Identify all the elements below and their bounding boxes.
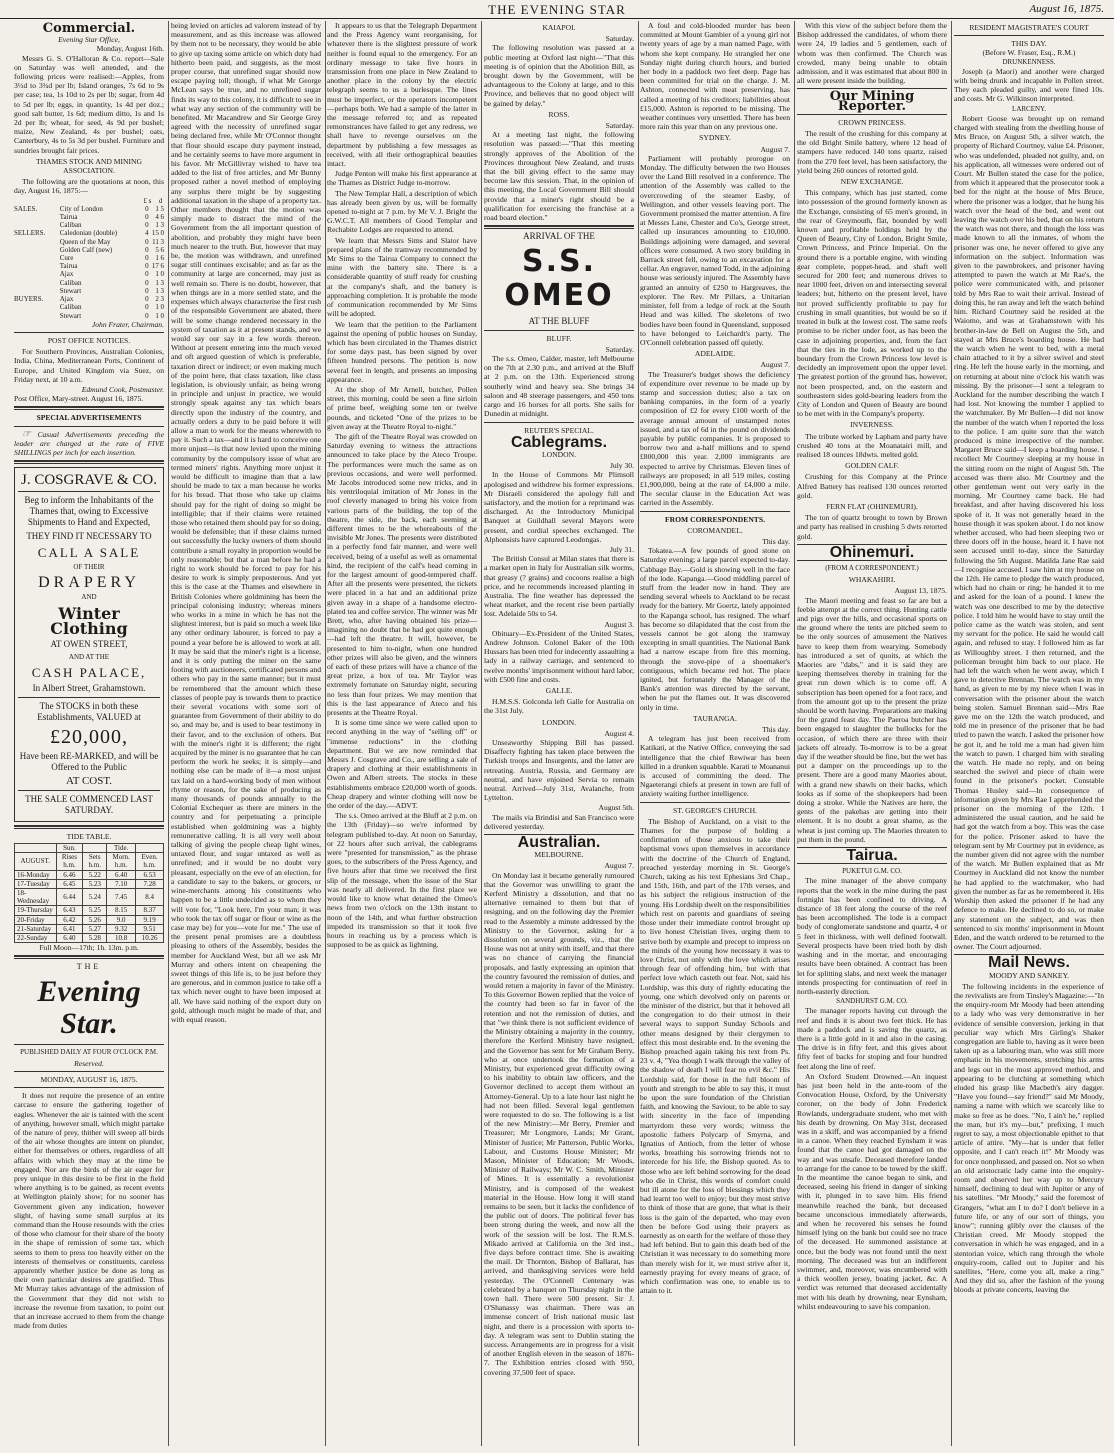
stock-row xyxy=(14,312,164,320)
oxford-student-body: An Oxford Student Drowned.—An inquest has just been held in the ante-room of the Convocation House, Oxford, by the University coroner, on the body of John Frederick Rowlands, undergraduate student, who met with his death by drowning. On May 31st, deceased was in a skiff, and was accompanied by a friend in a canoe. When they reached Eynsham it was found that the canoe had got damaged on the way and was unsafe. Deceased therefore landed to arrange for the canoe to be towed by the skiff. In the meantime the canoe began to sink, and deceased, seeing his friend in danger of sinking with it, plunged in to save him. His friend meanwhile reached the bank, but deceased became unconscious immediately afterwards, and when he recovered his senses he found himself lying on the bank but could see no trace of the deceased. He summoned assistance at once, but the body was not found until the next morning. The deceased was but an indifferent swimmer, and, moreover, was encumbered with a thick woollen jersey, boating jacket, &c. A verdict was returned that deceased accidentally met with his death by drowning, near Eynsham, whilst endeavouring to save his companion. xyxy=(797,1071,947,1311)
fern-flat-body: The ton of quartz brought to town by Brown and party has realised in crushing 5 dwts retorted gold. xyxy=(797,513,947,541)
stock-row xyxy=(14,262,164,270)
melbourne-body: On Monday last it became generally rumoured that the Governor was unwilling to grant the Kerferd Ministry a dissolution, and that no alternative remained to them but that of resigning, and on the following day the Premier read to the Assembly a minute addressed by the Ministry to the Governor, asking for a dissolution on several grounds, viz., that the House was not at unity with itself, and that there was no chance of carrying the financial proposals, and lastly expressing an opinion that the country favoured the remission of duties, and would return a majority in favor of the Ministry. To this Governor Bowen replied that the voice of the country had been so far in favor of the retention and not the remission of duties, and that "we think there is not sufficient evidence of the Ministry obtaining a majority in the country, therefore the Kerferd Ministry have resigned, and the Governor has sent for Mr Graham Berry, who at once undertook the formation of a Ministry, but experienced great difficulty owing to his inability to obtain law officers, and the Governor declined to accept them without an Attorney-General. Up to a late hour last night he had not been filled. Several legal gentlemen were requested to do so. The following is a list of the new Ministry:—Mr Berry, Premier and Treasurer; Mr Longmore, Lands; Mr Grant, Minister of Justice; Mr Patterson, Public Works, Labour, and Customs House Minister; Mr Mason, Minister of Education; Mr Woods, Minister of Railways; Mr W. C. Smith, Minister of Mines. It is essentially a revolutionist Ministry, and is composed of the weakest material in the House. How long it will stand remains to be seen, but it lacks the confidence of the public out of doors. The political fever has been strong during the week, and now all the work of the session will be lost. The R.M.S. Mikado arrived at California on the 3rd inst., five days before contract time. She is awaiting the mail. Dr Thornton, Bishop of Ballarat, has arrived, and thanksgiving services were held yesterday. The O'Connell Centenary was celebrated by a banquet on Thursday night in the town hall. There were 500 present. Sir J. O'Shanassy was chairman. There was an immense concert of Irish national music last night, and there is a procession with sports to-day. A telegram was sent to Dublin stating the success. Arrangements are in progress for a visit of another English eleven in the season of 1876-7. The Exhibition entries closed with 950, covering 37,500 feet of space. xyxy=(484,870,634,1377)
tide-time: 9.32 xyxy=(107,924,136,933)
tide-sub xyxy=(136,843,164,852)
stock-price: 3 xyxy=(160,278,164,287)
ross-heading: ROSS. xyxy=(548,109,570,119)
stock-price: 6 xyxy=(160,245,164,254)
stock-category: BUYERS. xyxy=(14,295,44,304)
commercial-office: Evening Star Office, xyxy=(58,35,120,45)
australian-heading: Australian. xyxy=(517,834,601,852)
stock-price: 0 xyxy=(145,262,149,271)
stock-row xyxy=(14,287,164,295)
new-exchange-body: This company, which has just started, come into possession of the ground formerly known as the Exchange, consisting of 65 men's ground, in the rear of Greymouth, flat, bounded by well known and profitable holdings held by the Queen of Beauty, City of London, Bright Smile, Crown Princess, and Prince Imperial. On the ground there is a portable engine, with winding gear complete, poppet-head, and shaft well secured for 200 feet; and numerous drives to near 1000 feet, driven on and intersecting several leaders; but, hitherto on the present level, have not proved sufficiently profitable to pay for crushing in small quantities, but would be so if treated in bulk at the lowest cost. The same reefs promise to be richer under foot, as has been the case in adjoining properties, and, from the fact that the ties in the lode, as worked up to the boundary from the Crown Princess low level is decidedly an improvement upon the upper level. The greatest portion of the ground has, however, not been prospected, and, on the eastern and southeastern sides gold-bearing leaders from the City of London and Queen of Beauty are bound to be met with in the Company's property. xyxy=(797,188,947,419)
tide-row xyxy=(15,915,164,924)
tide-day: 20-Friday xyxy=(15,915,57,924)
dateline: August 7. xyxy=(760,144,790,154)
tide-row xyxy=(15,879,164,888)
stock-row xyxy=(14,295,164,303)
stock-row xyxy=(14,254,164,262)
stock-price: 1 xyxy=(155,204,159,213)
stock-price: 0 xyxy=(145,295,149,304)
st-georges-heading: ST. GEORGE'S CHURCH. xyxy=(673,805,757,815)
tide-time: 10.8 xyxy=(107,933,136,942)
stock-price: 2 xyxy=(155,295,159,304)
tide-time: 5.25 xyxy=(83,906,107,915)
special-ads-heading: SPECIAL ADVERTISEMENTS xyxy=(36,413,142,423)
inverness-heading: INVERNESS. xyxy=(850,420,894,430)
tide-heading: TIDE TABLE. xyxy=(66,831,112,841)
tide-row xyxy=(15,924,164,933)
london-heading: LONDON. xyxy=(542,717,576,727)
stock-row xyxy=(14,238,164,246)
special-ads-notice xyxy=(14,430,164,458)
column-1 xyxy=(14,21,164,1446)
stock-row xyxy=(14,221,164,229)
tide-time: 7.10 xyxy=(107,879,136,888)
larceny-heading: LARCENY. xyxy=(1012,104,1046,113)
stock-category xyxy=(14,303,60,311)
coromandel-body: Tokatea.—A few pounds of good stone on Saturday evening; a large parcel expected to-day. Cabbage Bay.—Gold is showing well in the face of the lode. Kapanga.—Good middling parcel of stuff from the leader now in hand. They are sending several wheels to Auckland to be recast ready for the battery. Mr Goertz, lately appointed to the Kapanga school, has resigned. The wharf has become so dilapidated that the cost from the vessels cannot be got along the tramway excepting in small quantities. The National Bank had a narrow escape from fire this morning, through the stove-pipe of a shoemaker's contiguous, which became red hot. The place ignited, but fortunately the Manager of the Bank's attention was directed by the servant, when he put the flames out. It was discovered only in time. xyxy=(640,546,790,712)
stock-row xyxy=(14,279,164,287)
pointing-hand-icon: ☞ xyxy=(22,428,31,440)
item-clothing: It is some time since we were called upon to record anything in the way of "selling off" or "immense reductions" in the clothing department. But we are now reminded that Messrs J. Cosgrave and Co., are selling a sale of drapery and clothing at their establishments in Owen and Albert streets. The stocks in these establishments embrace £20,000 worth of goods. Cheap drapery and winter clothing will now be the order of the day.—ADVT. xyxy=(327,718,477,811)
stock-price: 1 xyxy=(155,221,159,230)
tide-time: 5.27 xyxy=(83,924,107,933)
dateline: Saturday. xyxy=(605,121,634,131)
ad-line: In Albert Street, Grahamstown. xyxy=(32,682,146,693)
tide-table xyxy=(14,843,164,943)
stock-sign: John Frater, Chairman. xyxy=(91,319,164,329)
tide-sub: Tide. xyxy=(107,843,136,852)
stock-price: 6 xyxy=(160,254,164,263)
commercial-body: Messrs G. S. O'Halloran & Co. report—Sale on Saturday was well attended, and the following prices were realised:—Apples, from 3½d to 3¾d per lb; Island oranges, 7s 6d to 9s per case; tea, 1s 10d to 2s per lb; sugar, from 4d to 5d per lb; eggs, in quantity, 1s 4d per doz.; good salt butter, 1s 6d; medium ditto, 1s and 1s 2d per lb; wheat, for seed, 4s 9d per bushel; maize, New Zealand, 4s per bushel; oats, Canterbury, 4s to 5s 3d per bushel. Furniture and sundries brought fair prices. xyxy=(14,53,164,155)
tide-col: AUGUST. xyxy=(15,853,57,870)
post-office-place: Post Office, Mary-street. August 16, 1875. xyxy=(14,394,144,404)
stock-price: 0 xyxy=(145,204,149,213)
ad-line: CALL A SALE xyxy=(37,545,141,561)
london-body: Obituary—Ex-President of the United States, Andrew Johnson. Colonel Baker of the 10th Hussars has been tried for indecently assaulting a lady in a railway carriage, and sentenced to twelve months' imprisonment without hard labor, with £500 fine and costs. xyxy=(484,628,634,684)
tide-subheader xyxy=(15,843,164,852)
stock-category xyxy=(14,221,60,229)
bluff-heading: BLUFF. xyxy=(546,333,572,343)
tide-time: 5.28 xyxy=(83,933,107,942)
sandhurst-heading: SANDHURST G.M. CO. xyxy=(836,997,908,1006)
galle-heading: GALLE. xyxy=(545,685,573,695)
st-georges-body: The Bishop of Auckland, on a visit to the Thames for the purpose of holding a confirmation of those anxious to take their baptismal vows upon themselves in accordance with the doctrine of the Church of England, preached yesterday morning in St. George's Church, taking as his text Ephesians 3rd Chap., and 15th, 16th, and part of the 17th verses, and as his subject the religious instruction of the young. His Lordship dwelt on the responsibilities which rest on parents and guardians of seeing those under their immediate control brought up to live honest Christian lives, urging them to strive both by example and precept to impress on the minds of the young how necessary it was to love Christ, not only with the love which arises through fear of offending him, but with that perfect love which casteth out fear. Not, said his Lordship, was this duty of rightly educating the young, one which devolved only on parents or the minister of the district, but that it behoved all the congregation to do their utmost in their several ways to support Sunday Schools and other means designed by their clergymen to effect this most desirable end. In the evening the Bishop preached again taking his text from Ps. 23 v. 4, "Yea though I walk through the valley of the shadow of death I will fear no evil &c." His Lordship said, for those in the full bloom of youth and strength to be able to say this, it must be upon the sure foundation of the Christian faith, and knowing the Saviour, to be able to say with sincerity in the face of impending martyrdom these very words; witness the apostolic fathers Polycarp of Smyrna, and Ignatius of Antioch, from the letter of whose works, breathing his sorrowing friends not to intercede for his life, the Bishop quoted. As to those who are left behind sorrowing for the dead who die in Christ, this words of comfort could but ill atone for the loss of blessings which they had learnt too well to enjoy; but they must strive to think of those that are gone, that what is their loss is the gain of the departed, who may even then be before God using their prayers as earnestly as on earth for the welfare of those they had left behind. But to gain this death bed of the Christian it was necessary to do something more than merely wish for it, we must strive after it, earnestly praying for every means of grace, of which confirmation was one, to enable us to attain to it. xyxy=(640,816,790,1296)
stock-intro: The following are the quotations at noon, this day, August 16, 1875:— xyxy=(14,177,164,196)
mail-news-heading: Mail News. xyxy=(988,954,1070,972)
moon-note: Full Moon—17th; 1h. 13m. p.m. xyxy=(39,943,139,953)
london-body: The mails via Brindisi and San Francisco were delivered yesterday. xyxy=(484,812,634,831)
cablegrams-heading: Cablegrams. xyxy=(510,433,608,451)
ad-line: AND xyxy=(81,593,97,602)
stock-price: 3 xyxy=(160,237,164,246)
ad-line: Have been RE-MARKED, and will be Offered to the Public xyxy=(19,750,159,772)
tide-time: 8.15 xyxy=(107,906,136,915)
tide-time: 7.45 xyxy=(107,888,136,905)
coromandel-heading: COROMANDEL. xyxy=(687,525,743,535)
stock-price: 1 xyxy=(155,311,159,320)
drunkenness-body: Joseph (a Maori) and another were charged with being drunk and incapable in Pollen street. They each pleaded guilty, and were fined 10s. and costs. Mr G. Wilkinson interpreted. xyxy=(954,66,1104,104)
tide-time: 8.4 xyxy=(136,888,164,905)
stock-row xyxy=(14,246,164,254)
commercial-date: Monday, August 16th. xyxy=(96,44,164,54)
column-6 xyxy=(797,21,947,1446)
tide-time: 10.26 xyxy=(136,933,164,942)
item-theatre: The gift of the Theatre Royal was crowded on Saturday evening to witness the attractions announced to take place by the Ateco Troupe. The performances were much the same as on previous occasions, and were well performed. Mr Jacobs introduced some new tricks, and in his ventriloquial imitation of Mr Jones in the roof cleverly managed to bring his voice from various parts of the building, the top of the theatre, the side, the back, each seeming at different times to be the whereabouts of the invisible Mr Jones. The presents were distributed in a perfectly fond fair manner, and were well received, being of a useful as well as ornamental kind, the recipient of the calf's head coming in for the largest amount of good-tempered chaff. After all the presents were presented, the tickets were placed in a hat and an additional prize given away in a shape of a handsome electro-plated tea and coffee service. The winner was Mr Brett, who, after having obtained his prize—imagining no doubt that he had got quite enough—had left the theatre. It will, however, be presented to him to-night, when one hundred other prizes will also be given, and the winners of each of these prizes will have a chance of the great prize, a box of tea. Mr Taylor was extremely fortunate on Saturday night, securing no less than four prizes. We may mention that this is the last appearance of Ateco and his presents at the Theatre Royal. xyxy=(327,431,477,718)
stock-table xyxy=(14,197,164,320)
dateline: July 31. xyxy=(609,544,634,554)
tide-row xyxy=(15,933,164,942)
leader-para-1: It does not require the presence of an entire carcase to ensure the gathering together of eagles. Whenever the air is tainted with the scent of anything, however small, which might partake of the nature of prey, thither will sweep all birds of the air whose thoughts are intent on plunder, either for themselves or others, regardless of all affairs with which they may at the time be engaged. Nor are the birds of the air eager for prey unique in this desire to be first in the field where anything is to be gained, as recent events at Wellington plainly show; for no sooner has Government given any indication, however slight, of having some small surplus at its command than the House resounds with the cries of those who clamour for their share of the booty in the shape of remission of some tax, which seems to them to press too heavily either on the interests of themselves or constituents, careless apparently whether justice be done as long as their own particular desires are gratified. Thus Mr Murray takes advantage of the admission of the Government that they did not wish to increase the revenue from taxation, to point out that an increase accrued to them from the change made from duties xyxy=(14,1091,164,1331)
stock-company: Ajax xyxy=(59,270,74,279)
ad-line: AT OWEN STREET, xyxy=(50,638,128,649)
from-correspondents-heading: FROM CORRESPONDENTS. xyxy=(665,514,765,524)
ad-firm: J. COSGRAVE & CO. xyxy=(20,472,157,489)
tide-time: 6.42 xyxy=(56,915,83,924)
stock-price: 6 xyxy=(160,262,164,271)
stock-price: 3 xyxy=(160,286,164,295)
stock-category xyxy=(14,279,60,287)
tairua-heading: Tairua. xyxy=(846,847,898,865)
dateline: August 7. xyxy=(604,861,634,871)
stock-category: SELLERS. xyxy=(14,229,46,238)
stock-price: 6 xyxy=(160,213,164,222)
inverness-body: The tribute worked by Lapham and party have crushed 40 tons at the Moanatairi mill, and realised 18 ounces 18dwts. melted gold. xyxy=(797,431,947,459)
stock-price: 1 xyxy=(155,278,159,287)
stock-price: 0 xyxy=(145,311,149,320)
tide-time: 8.37 xyxy=(136,906,164,915)
stock-company: Stewart xyxy=(59,286,82,295)
ohinemuri-heading: Ohinemuri. xyxy=(829,543,915,561)
tide-row xyxy=(15,906,164,915)
stock-company: Tairua xyxy=(59,262,78,271)
stock-category xyxy=(14,246,60,254)
dateline: August 5th. xyxy=(598,803,634,813)
stock-price: 3 xyxy=(160,221,164,230)
stock-price: 1 xyxy=(155,270,159,279)
special-ads-notice-text: Casual Advertisements preceding the leader are charged at the rate of FIVE SHILLINGS per inch for each insertion. xyxy=(14,429,164,457)
star-reserved: Reserved. xyxy=(74,1058,104,1068)
tide-day: 21-Saturday xyxy=(15,924,57,933)
stock-price: 0 xyxy=(145,270,149,279)
stock-price: 0 xyxy=(145,286,149,295)
london-body: In the House of Commons Mr Plimsoll apologised and withdrew his former expressions. Mr Disraeli considered the apology full and satisfactory, and the motion for a reprimand was discharged. At the Introductory Municipal Banquet at Guildhall several Mayors were present, and cordial speeches exchanged. The Alphonsists have captured Leodongas. xyxy=(484,470,634,544)
tide-time: 6.41 xyxy=(56,924,83,933)
tauranga-heading: TAURANGA. xyxy=(693,713,737,723)
tide-col: Even. h.m. xyxy=(136,853,164,870)
ad-line: CASH PALACE, xyxy=(31,664,147,680)
tide-time: 7.28 xyxy=(136,879,164,888)
moody-sankey-body: The following incidents in the experience of the revivalists are from Tinsley's Magazine:—"In the enquiry-room Mr Moody had been attending to a lady who was very demonstrative in her evidence of sensible conversion, jerking in that peculiar way which Mrs Girling's Shaker congregation are liable to, having as it were been taken up as a labouring man, who was still more emphatic in his movements, stretching his arms and legs out in the most approved method, and appearing to be clutching at something which eluded his grasp like Macbeth's airy dagger. "Have you found—say friend?" said Mr Moody, naming a name with which we scarcely like to make so free as he does. "No, I ain't he," replied the man, but it's my—but," prefixing, I much regret to say, a most objectionable epithet to that article of attire. "My—hat is under that feller opposite, and I can't reach it!" Mr Moody was for once nonplussed, and passed on. Not so when an old aristocratic lady came into the enquiry-room and observed her way up to Mercury himself, declining to deal with Jupiter or any of his satellites. "Mr Moody," said the foremost of Grangers, "what am I to do? I don't believe in a future life, or any of our sort of things, you know"; running glibly over the clauses of the Christian creed. Mr Moody stopped the conversation in which he was engaged, and in a stentorian voice, which rang through the whole enquiry-room, called out to Jupiter and his satellites, "Here, come you all, make a ring." And they did so, after the fashion of the young bloods at private concerts, leaving the xyxy=(954,981,1104,1295)
stock-row xyxy=(14,205,164,213)
crown-princess-body: The result of the crushing for this company at the old Bright Smile battery, where 12 head of stampers have reduced 140 tons quartz, raised from the 270 feet level, has been satisfactory, the yield being 260 ounces of retorted gold. xyxy=(797,129,947,175)
column-4 xyxy=(484,21,634,1446)
galle-body: H.M.S.S. Golconda left Galle for Australia on the 31st July. xyxy=(484,697,634,716)
stock-category xyxy=(14,238,60,246)
tide-time: 5.26 xyxy=(83,915,107,924)
item-telegraph: It appears to us that the Telegraph Department and the Press Agency want reorganising, for whatever there is the slightest pressure of work neither is found equal to the emergency. For an ordinary message to take five hours in transmission from one place in New Zealand to another place in the colony by the electric telegraph seems to us a burlesque. The lines must be imperfect, or the operators incompetent—perhaps both. We had a sample of the latter in the message referred to; and as repeated remonstrances have failed to get any redress, we shall have to revenge ourselves on the department by publishing a few messages as received, with all their orthographical beauties intact. xyxy=(327,21,477,169)
column-7 xyxy=(954,21,1104,1446)
tide-time: 6.40 xyxy=(56,933,83,942)
stock-price: 1 xyxy=(155,286,159,295)
commercial-heading: Commercial. xyxy=(42,21,136,36)
arrival-heading: ARRIVAL OF THE xyxy=(523,231,595,242)
london-heading: LONDON. xyxy=(542,449,576,459)
post-office-heading: POST OFFICE NOTICES. xyxy=(47,335,131,345)
tide-col: Morn. h.m. xyxy=(107,853,136,870)
money-col: d xyxy=(158,196,163,205)
stock-company: Caledonian (double) xyxy=(59,229,118,238)
ad-line: AT COST. xyxy=(65,774,113,787)
dateline: Saturday. xyxy=(605,344,634,354)
stock-price: 17 xyxy=(151,262,159,271)
crown-princess-heading: CROWN PRINCESS. xyxy=(838,117,906,127)
ad-line: £20,000, xyxy=(50,725,128,748)
tide-col: Sets h.m. xyxy=(83,853,107,870)
money-col: £ xyxy=(143,196,148,205)
ad-line: The STOCKS in both these Establishments, VALUED at xyxy=(37,700,141,722)
golden-calf-body: Crushing for this Company at the Prince Alfred Battery has realised 130 ounces retorted gold. xyxy=(797,472,947,500)
stock-company: Cure xyxy=(59,254,74,263)
tide-time: 6.40 xyxy=(107,870,136,879)
stock-company: Ajax xyxy=(59,295,74,304)
cosgrave-advertisement xyxy=(14,467,164,822)
dateline: August 4. xyxy=(604,728,634,738)
item-templar: The New Templar Hall, a description of which has already been given by us, will be formally opened to-night at 7 p.m. by Mr V. J. Bright the G.W.C.T. All members of Good Templar and Rechabite Lodges are requested to attend. xyxy=(327,188,477,235)
tide-sub xyxy=(15,843,57,852)
dateline: This day. xyxy=(762,536,790,546)
ad-line: AND AT THE xyxy=(68,652,110,661)
stock-company: City of London xyxy=(59,204,103,213)
drunkenness-heading: DRUNKENNESS. xyxy=(1002,57,1056,66)
newspaper-title: THE EVENING STAR xyxy=(488,2,626,17)
tide-time: 9.51 xyxy=(136,924,164,933)
fern-flat-heading: FERN FLAT (OHINEMURI). xyxy=(826,501,918,511)
at-bluff: AT THE BLUFF xyxy=(528,316,590,327)
tide-header xyxy=(15,853,164,870)
sydney-body: Parliament will probably prorogue on Monday. The difficulty between the two Houses over the Land Bill resolved in a conference. The attention of the Assembly was called to the overcrowding of the steamer Easby, of Wellington, and other vessels leaving port. The Government promised the matter attention. A fire at Messrs Lane, Chester and Co's, George street, called up insurances amounting to £10,000. Buildings adjoining were damaged, and several offices were consumed. A two story building in Barrack street fell, owing to an excavation for a cellar. An engraver, named Todd, in the adjoining house was seriously injured. The Assembly have granted an annuity of £250 to Hargreaves, the explorer. The Rev. Mr Pillars, a Unitarian minister, fell from a ledge of rock at the South Head and was killed. The skeletons of two bodies have been found in Queensland, supposed to have belonged to Leichardt's party. The O'Connell celebration passed off quietly. xyxy=(640,153,790,347)
stock-company: Tairua xyxy=(59,213,78,222)
stock-price: 3 xyxy=(160,295,164,304)
tide-time: 5.24 xyxy=(83,888,107,905)
bishop-body: With this view of the subject before them the Bishop addressed the candidates, of whom there were 24, 19 ladies and 5 gentlemen, each of whom was then confirmed. The Church was crowded, many being unable to obtain admission, and it was estimated that about 800 in all were present inside the building. xyxy=(797,21,947,86)
ross-body: At a meeting last night, the following resolution was passed:—"That this meeting strongly approves of the Abolition of the Provinces throughout New Zealand, and trusts that the bill giving effect to the same may become law this session. That, in the opinion of this meeting, the Local Government Bill should provide that a miner's right should be a qualification for exercising the franchise at a road board election." xyxy=(484,130,634,223)
kaiapoi-heading: KAIAPOI. xyxy=(542,23,576,32)
tide-time: 5.22 xyxy=(83,870,107,879)
stock-row xyxy=(14,229,164,237)
stock-price: 0 xyxy=(160,229,164,238)
item-petition: We learn that the petition to the Parliament against the opening of public houses on Sunday, which has been circulated in the Thames district for some days past, has been signed by over fifteen hundred persons. The petition is now several feet in length, and presents an imposing appearance. xyxy=(327,319,477,384)
tide-sub: Sun. xyxy=(56,843,83,852)
item-tramway: We learn that Messrs Sims and Slator have prepared plans of the tramway recommended by Mr Sims to the Tairua Company to connect the mine with the battery site. There is a considerable quantity of stuff ready for crushing at the company's shaft, and the battery is approaching completion. It is probable the mode of communication recommended by Mr Sims will be adopted. xyxy=(327,235,477,319)
tide-day: 22-Sunday xyxy=(15,933,57,942)
stock-price: 0 xyxy=(145,245,149,254)
tauranga-body: A telegram has just been received from Katikati, at the Native Office, conveying the sad intelligence that the chief Rewiwar has been killed in a drunken squabble. Karati te Moananui is accused of committing the deed. The Ngaeterangi chiefs at present in town are full of anxiety waiting further intelligence. xyxy=(640,734,790,799)
tide-day: 17-Tuesday xyxy=(15,879,57,888)
larceny-body: Robert Goose was brought up on remand charged with stealing from the dwelling house of Mrs Bruce, on August 5th, a silver watch, the property of Richard Courtney, value £4. Prisoner, who was undefended, pleaded not guilty, and, on his application, all witnesses were ordered out of Court. Mr Bullen stated the case for the police, from which it appeared that the prosecutor took a bed for the night at the house of Mrs Bruce, where the prisoner was a lodger, that he hung his watch over the head of the bed, and went out leaving the watch over his bed, that on his return the watch was not there, and though the loss was made known to all the inmates, of whom the prisoner was one, he never offered to give any information on the subject. Information was given to the pawnbrokers, and prisoner having attempted to pawn the watch at Mr Rae's, the police were communicated with, and prisoner told by Mrs Rae to wait their arrival. Instead of doing this, he ran away and left the watch behind him. Richard Courtney said he resided at the Waiomo, and was at Grahamstown with his brother-in-law de Bell on August the 5th, and stayed at Mrs Bruce's boarding house. He had the watch when he went to bed, with a metal chain attached to it by a silver swivel and steel ring. He left the house early in the morning, and on returning at about nine o'clock his watch was missing. By the prisoner—I sent a telegram to Auckland for the number describing the watch I had lost. Not knowing the number I applied to the watchmaker. By Mr Bullen—I did not know the number of the watch when I reported the loss to the police. I am quite sure that the watch produced is mine irrespective of the number. Margaret Bruce said—I keep a boarding house. I recollect Mr Courtney sleeping at my house in the sitting room on the night of August 5th. The accused was there also. Mr Courtney and the other gentleman went out very early in the morning. Mr Courtney came back. He had breakfast, and after having discovered his loss spoke of it. It was not generally heard in the house though it was spoken about. I do not know whether accused, who had been sleeping two or three doors off in the house, heard it. I have not seen accused until to-day, since the Saturday following the 5th August. Matilda Jane Rae said—I recognise accused. I saw him at my house on the 12th. He came to pledge the watch produced, which had no chain or ring; he handed it to me and asked for the loan of a pound. I knew the watch was one described to me by the detective police. I told him he would have to stay until the police came as the watch was stolen, and sent my servant for the police. He said he would call again, and refused to stay. I followed him as far as Willoughby street. I then returned, and the policeman brought him back to our place. He had left the watch when he went away, which I gave to detective Brennan. The watch was in my hand, as given to me by my niece when I was in conversation with the prisoner about the watch being stolen. Samuel Brennan said—Mrs Rae gave me on the 12th the watch produced, and told me in presence of the prisoner that he had tried to pawn the watch. I asked the prisoner how he got it, and he told me a man had given him the watch to pawn. I charged him with stealing the watch. He made no reply, and on being searched the swivel and piece of chain were found in the prisoner's pocket. Constable Thomas Husley said—In consequence of information given by Mrs Rae I apprehended the prisoner on the morning of the 12th. I administered the usual caution, and he said he had got the watch from a boy. This was the case for the police. Prisoner asked to have the telegram sent by Mr Courtney put in evidence, as the number given did not agree with the number of the watch. Mr Bullen explained that as Mr Courtney in Auckland did not know the number he had applied to the watchmaker, who had given the number as far as he remembered it. His Worship then asked the prisoner if he had any defence to make. He declined to do so, or make any statement on the subject, and was then sentenced to six months' imprisonment in Mount Eden, and the watch ordered to be returned to the owner. The Court adjourned. xyxy=(954,113,1104,952)
stock-price: 1 xyxy=(155,254,159,263)
stock-price: 11 xyxy=(152,237,159,246)
stock-company: Caliban xyxy=(59,221,82,230)
murder-body: A foul and cold-blooded murder has been committed at Mount Gambier of a young girl not twenty years of age by a man named Page, with whom she kept company. He strangled her one Sunday night during church hours, and buried her body in a paddock two feet deep. Page has been committed for trial on the charge. J. M. Ashton, connected with meat preserving, has called a meeting of his creditors; liabilities about £15,000. Ashton is reported to be missing. The weather continues very unsettled. There has been more rain this year than on any previous one. xyxy=(640,21,790,132)
ad-line: THEY FIND IT NECESSARY TO xyxy=(26,531,152,542)
tide-time: 6.46 xyxy=(56,870,83,879)
stock-category xyxy=(14,213,60,221)
ad-line: THE SALE COMMENCED LAST SATURDAY. xyxy=(25,793,153,815)
stock-company: Stewart xyxy=(59,311,82,320)
ad-line: Beg to inform the Inhabitants of the Thames that, owing to Excessive Shipments to Hand and Expected, xyxy=(24,495,154,528)
tide-time: 9.19 xyxy=(136,915,164,924)
stock-price: 0 xyxy=(145,278,149,287)
column-5 xyxy=(640,21,790,1446)
star-name: Evening Star. xyxy=(37,974,141,1040)
post-office-body: For Southern Provinces, Australian Colonies, India, China, Mediterranean Ports, Continent of Europe, and United Kingdom via Suez, on Friday next, at 10 a.m. xyxy=(14,347,164,384)
stock-price: 15 xyxy=(151,229,159,238)
stock-category xyxy=(14,262,60,270)
stock-category xyxy=(14,287,60,295)
tide-day: 19-Thursday xyxy=(15,906,57,915)
dateline: August 13, 1875. xyxy=(894,586,947,596)
stock-company: Queen of the May xyxy=(59,237,111,246)
stock-category: SALES. xyxy=(14,204,38,213)
star-pub: PUBLISHED DAILY AT FOUR O'CLOCK P.M. xyxy=(20,1047,158,1056)
item-penton: Judge Penton will make his first appearance at the Thames as District Judge to-morrow. xyxy=(327,169,477,188)
stock-category xyxy=(14,254,60,262)
stock-heading: THAMES STOCK AND MINING ASSOCIATION. xyxy=(36,156,142,176)
ship-banner: S.S. OMEO xyxy=(504,244,614,314)
stock-row xyxy=(14,270,164,278)
adelaide-heading: ADELAIDE. xyxy=(694,349,736,359)
ad-line: Winter Clothing xyxy=(50,603,128,638)
puketui-body: The mine manager of the above company reports that the work in the mine during the past fortnight has been confined to driving. A distance of 18 feet along the course of the reef has been accomplished. The lode is a compact body of conglomerate sandstone and quartz, 4 or 5 feet in thickness, with well defined footwall. Several prospects have been tried both by dish washing and in the mortar, and encouraging results have been obtained. A contract has been let for splitting slabs, and next week the manager intends prospecting for continuation of reef in north-easterly direction. xyxy=(797,876,947,996)
item-omeo: The s.s. Omeo arrived at the Bluff at 2 p.m. on the 13th (Friday)—so we're informed by telegram published to-day. At noon on Saturday, or 22 hours after such arrival, the cablegrams were "presented for transmission," as the phrase goes, to the subscribers of the Press Agency, and five hours after that time we received the first slip of the message, when the issue of the Star was nearly all delivered. In the first place we would like to know what detained the Omeo's news from two o'clock on the 13th instant to noon of the 14th, and what further obstruction impeded its transmission so that it took five hours in reaching us by a process which is supposed to be as quick as lightning. xyxy=(327,811,477,950)
bluff-body: The s.s. Omeo, Calder, master, left Melbourne on the 7th at 2.30 p.m., and arrived at the Bluff at 2 p.m. on the 13th. Experienced strong southerly wind and heavy sea. She brings 34 saloon and 48 steerage passengers, and 450 tons cargo and 16 horses for all ports. She sails for Dunedin at midnight. xyxy=(484,354,634,419)
tide-col: Rises h.m. xyxy=(56,853,83,870)
new-exchange-heading: NEW EXCHANGE. xyxy=(840,177,904,187)
tide-day: 16-Monday xyxy=(15,870,57,879)
stock-category xyxy=(14,270,60,278)
whakahiri-body: The Maori meeting and feast so far are but a feeble attempt at the correct thing. Hunting cattle and pigs over the hills, and occasional sports on the ground where the tents are pitched seem to be the only sources of amusement the Natives have to keep them from wearying. Somebody has introduced a set of quoits, at which the Maories are "dabs," and it is said they are keeping themselves thereby in training for the great run down which is to come off. A subscription has been opened for a foot race, and from the amount got up to the present the prize should be worth having. Preparations are making for the grand feast day. The Paeroa butcher has been engaged to slaughter the bullocks for the occasion, of which there are three with their jackets off already. To-morrow is to be a great day if the weather should be fine, but the wet has put a damper on the proceedings up to the present. There are a good many Maories about, with a grand new shawls on their backs, which looks as if some of the shopkeepers had been doing a stroke. While the Natives are here, the gents of the pakehas are getting into their element. It is no doubt a great shame, as the wheat is just coming up. The Maories threaten to put them in the pound. xyxy=(797,595,947,844)
stock-price: 0 xyxy=(145,254,149,263)
stock-price: 5 xyxy=(160,204,164,213)
tide-time: 6.53 xyxy=(136,870,164,879)
dateline: This day. xyxy=(762,725,790,735)
issue-date: August 16, 1875. xyxy=(1029,3,1104,15)
stock-money-header xyxy=(14,197,164,205)
dateline: July 30. xyxy=(609,461,634,471)
this-day: THIS DAY. xyxy=(1011,39,1047,49)
tide-time: 5.23 xyxy=(83,879,107,888)
ad-line: DRAPERY xyxy=(38,574,140,592)
tide-sub xyxy=(83,843,107,852)
tide-time: 6.44 xyxy=(56,888,83,905)
whakahiri-heading: WHAKAHIRI. xyxy=(848,575,896,585)
rm-court-heading: RESIDENT MAGISTRATE'S COURT xyxy=(969,23,1089,32)
stock-company: Caliban xyxy=(59,278,82,287)
kaiapoi-body: The following resolution was passed at a public meeting at Oxford last night—"That this meeting is of opinion that the Abolition Bill, as brought down by the Government, will be advantageous to the Colony at large, and to this Province, and believes that no good object will be gained by delay." xyxy=(484,43,634,108)
stock-price: 1 xyxy=(155,303,159,312)
stock-category xyxy=(14,312,60,320)
stock-company: Golden Calf (new) xyxy=(59,245,113,254)
stock-row xyxy=(14,213,164,221)
sandhurst-body: The manager reports having cut through the reef and finds it is about two feet thick. He has made a paddock and is saving the quartz, as there is a little gold in it and also in the casing. The drive is in fifty feet, and this gives about fifty feet of backs for stoping and four hundred feet along the line of reef. xyxy=(797,1006,947,1071)
masthead xyxy=(0,0,1114,19)
stock-price: 0 xyxy=(160,270,164,279)
stock-price: 4 xyxy=(155,213,159,222)
star-date: MONDAY, AUGUST 16, 1875. xyxy=(40,1075,138,1084)
tide-time: 6.43 xyxy=(56,906,83,915)
stock-price: 0 xyxy=(145,237,149,246)
post-office-sign: Edmund Cook, Postmaster. xyxy=(81,384,164,394)
item-arnell: At the shop of Mr Arnell, butcher, Pollen street, this morning, could be seen a fine sirloin of prime beef, weighing some ten or twelve pounds, and ticketed "One of the prizes to be given away at the Theatre Royal to-night." xyxy=(327,384,477,431)
golden-calf-heading: GOLDEN CALF. xyxy=(845,461,899,471)
stock-price: 0 xyxy=(145,221,149,230)
london-body: The British Consul at Milan states that there is a market open in Italy for Australian silk worms, that greasy (? grains) and cocoons realise a high price, and he recommends increased planting in Australia. The fine weather has depressed the wheat market, and the recent rise been partially lost. Adelaide 50s to 54. xyxy=(484,554,634,619)
stock-price: 0 xyxy=(145,303,149,312)
stock-price: 4 xyxy=(145,229,149,238)
puketui-heading: PUKETUI G.M. CO. xyxy=(842,867,902,876)
dateline: August 3. xyxy=(604,619,634,629)
stock-price: 0 xyxy=(160,311,164,320)
ad-line: OF THEIR xyxy=(73,563,105,572)
tide-row xyxy=(15,870,164,879)
stock-price: 5 xyxy=(155,245,159,254)
moody-sankey-heading: MOODY AND SANKEY. xyxy=(989,970,1069,980)
mining-reporter-heading: Our Mining Reporter. xyxy=(829,89,915,114)
dateline: Saturday. xyxy=(605,34,634,44)
tide-day: 18-Wednesday xyxy=(15,888,57,905)
from-correspondent: (FROM A CORRESPONDENT.) xyxy=(825,563,919,572)
stock-price: 0 xyxy=(145,213,149,222)
money-col: s xyxy=(148,196,152,205)
stock-company: Caliban xyxy=(59,303,82,312)
column-2 xyxy=(171,21,321,1446)
star-the: THE xyxy=(76,962,102,972)
adelaide-body: The Treasurer's budget shows the deficiency of expenditure over revenue to be made up by stamp and succession duties; also a tax on banking companies, in the form of a yearly composition of £2 for every £100 worth of the average annual amount of unstamped notes issued, and a tax of 6d in the pound on dividends payable by public companies. It is proposed to borrow two and a-half millions and to spend £800,000 this year. 2,000 immigrants are expected to arrive by Christmas. Eleven lines of railways are proposed; in all 519 miles, costing £1,900,000, being at the rate of £4,000 a mile. The secular clause in the Education Act was carried in the Assembly. xyxy=(640,369,790,508)
column-3 xyxy=(327,21,477,1446)
reuters-heading: REUTER'S SPECIAL. xyxy=(524,425,594,435)
sydney-heading: SYDNEY. xyxy=(699,133,731,143)
before-magistrate: (Before W. Fraser, Esq., R.M.) xyxy=(982,48,1076,58)
leader-para-2: being levied on articles ad valorem instead of by measurement, and as this increase was allowed by them not to be necessary, they would be able to give up taxing some article on which duty had hitherto been paid, and suggests, as the most proper course, that unrefined sugar should now escape paying toll; though, if what Mr George McLean says be true, and no unrefined sugar finds its way to this colony, it is difficult to see in what way any section of the community will be benefited. Mr Macandrew and Sir George Grey agreed with the necessity of unrefined sugar being declared free, while Mr O'Connor thought that flour should escape duty payment instead, and he certainly seems to have more argument in his favor. Mr McGillivray wished to have tea added to the list of free articles, and Mr Bunny proposed rather a novel method of employing any surplus there might be by suggesting additional taxation in the shape of a property tax. Other members thought that the motion was simply made to distract the mind of the Government from the all important question of abolition, and probably they might have been much nearer to the truth. But, however that may be, the motion was withdrawn, and unrefined sugar still continues excisable; and as far as the community at large are concerned, may just as well remain so. There is no doubt, however, that when things are in a more settled state, and the expenses which always characterise the first rush of the responsible Government are abated, there will be some change rendered necessary in the system of taxation as it at present stands, and we would say our say in a few words thereon. Without at present entering into the much vexed and oft argued question of which is preferable, taxation direct or indirect; or even making much of the point here, that class taxation, like class legislation, is obviously unfair, as being wrong in principle and unjust in practice, we would strongly speak against any tax which bears directly upon the industry of the country, and actually orders a duty to be paid before it will allow a man to work for the means wherewith to pay it. Such a tax—and it is hard to conceive one more unjust—is that now levied upon the mining community by the compulsory issue of what are termed miners' rights. Anything more unjust it would be difficult to imagine than that a law should be made to tax a man because he works for his bread. That those who take up claims should pay for the right of doing so might be intelligible; that if their claims were retained those who retained them should pay for so doing, would be defensible; that if these claims turned out successfully the lucky owners of them should contribute a small royalty in proportion would be only reasonable; but that a man before he had a right to work should be forced to pay for his desire to work is simply preposterous. And yet this is the case at the Thames and elsewhere in British Colonies where goldmining has been the principal colonising industry; whereas miners who works in a mine in which he has not the slightest interest, but is paid so much a week like any other ordinary labourer, is forced to pay a pound a year before he is allowed to work at all. It may be said that the miner's right is a license, and it is only putting the miner on the same footing with auctioneers, certificated persons and others who pay in the same manner; but it must be remembered that the amount which these classes of people pay is towards them to practice their several vocations with some sort of guarantee from Government of their ability to do so, and may be, and is used to bear testimony in their favor, and to the exclusion of others. But with the miner's right it is different; the right acquired by the miner is no guarantee that he can perform the work he seeks; it is simply—and nothing else can be made of it—a most unjust tax laid on a hard-working body of men without rhyme or reason, for the sake of producing as many thousands of pounds annually to the Colonial Exchequer as there are miners in the country and for perpetuating a principle established when goldmining was a highly remunerative calling. It is all very well about talking of giving the people cheap light wines, untaxed flour, and sugar untaxed as well as unrefined; and it would be no doubt very pleasant, especially on the eve of an election, for a candidate to say to the bakers, or grocers, or wine-merchants among his constituents who happen to be a little undecided as to whom they will vote for, "Look here, I'm your man; it was who took the tax off sugar or flour or wine as the case may be) for you—vote for me." The use of the present penal promises are a doubtless pleasing to others of the Assembly, besides the member for Auckland West, but all we ask Mr Murray and others intent on cheapening the sweet things of this life is, to be just before they are generous, and in common justice to take off a tax which never ought to have been imposed at all. We have said nothing of the export duty on gold, although much might be made of that, and with equal reason. xyxy=(171,21,321,1024)
stock-row xyxy=(14,303,164,311)
tide-time: 9.0 xyxy=(107,915,136,924)
london-body: Unseaworthy Shipping Bill has passed. Disaffecty fighting has taken place between the Turkish troops and Insurgents, and the latter are retreating. Austria, Russia, and Germany are neutral, and have enjoined Servia to remain neutral. Arrived—July 31st, Avalanche, from Lyttelton. xyxy=(484,738,634,803)
melbourne-heading: MELBOURNE. xyxy=(534,850,584,860)
stock-price: 0 xyxy=(160,303,164,312)
tide-time: 6.45 xyxy=(56,879,83,888)
tide-row xyxy=(15,888,164,905)
dateline: August 7. xyxy=(760,360,790,370)
